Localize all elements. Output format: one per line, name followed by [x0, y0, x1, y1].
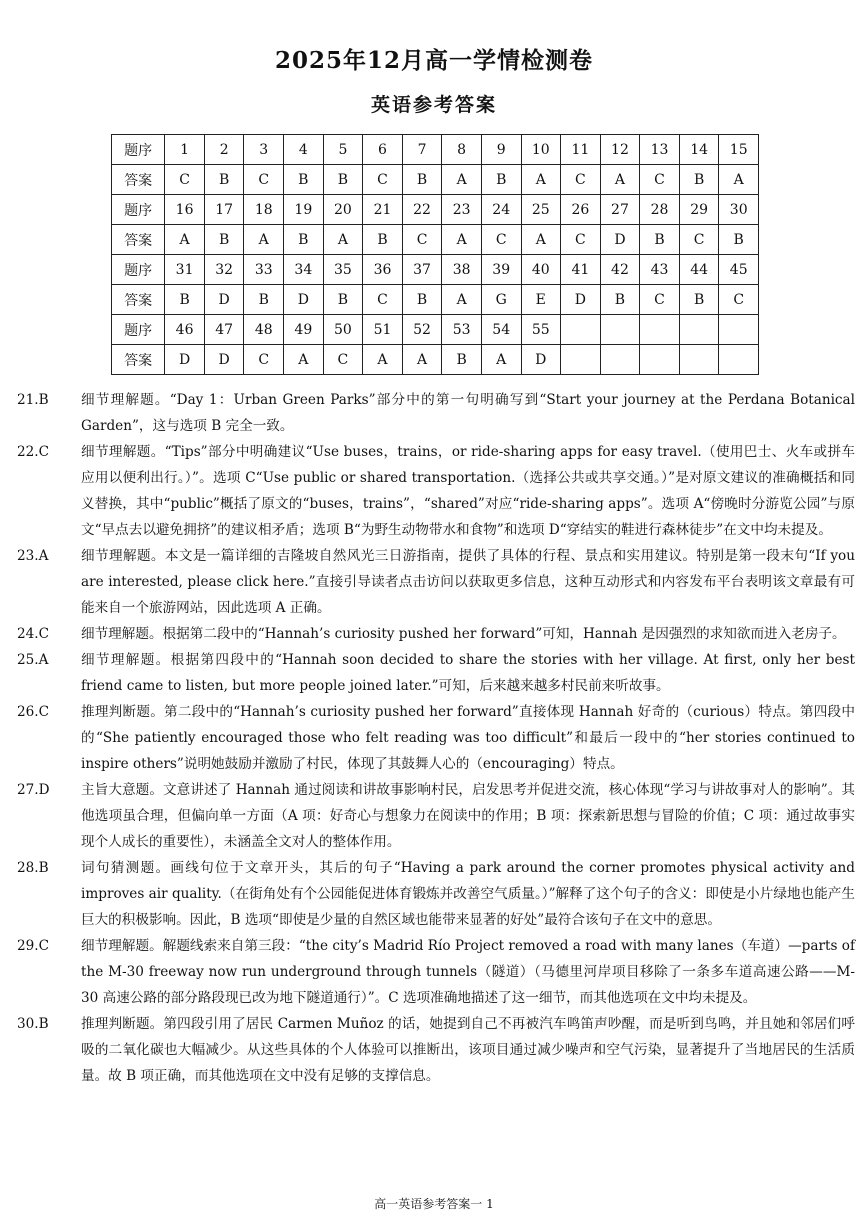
- question-number-cell: 35: [323, 255, 363, 285]
- answer-cell: B: [402, 165, 442, 195]
- row-label-answer: 答案: [112, 225, 165, 255]
- answer-cell: B: [679, 165, 719, 195]
- answer-cell: C: [561, 165, 601, 195]
- explanation-item: [17, 699, 855, 777]
- answer-cell: C: [719, 285, 759, 315]
- answer-cell: A: [442, 225, 482, 255]
- question-number-cell: 28: [640, 195, 680, 225]
- question-number-cell: 49: [284, 315, 324, 345]
- question-number-cell: 44: [679, 255, 719, 285]
- row-label-answer: 答案: [112, 165, 165, 195]
- question-number-cell: 17: [204, 195, 244, 225]
- explanation-item: [17, 543, 855, 621]
- explanation-item: [17, 1011, 855, 1089]
- question-number-cell: 20: [323, 195, 363, 225]
- answer-row: [112, 345, 759, 375]
- answer-cell: [600, 345, 640, 375]
- question-number-cell: 24: [481, 195, 521, 225]
- question-number-cell: 55: [521, 315, 561, 345]
- answer-cell: A: [244, 225, 284, 255]
- answer-cell: [640, 345, 680, 375]
- question-number-cell: 1: [165, 135, 205, 165]
- question-number-cell: 41: [561, 255, 601, 285]
- question-number-cell: 29: [679, 195, 719, 225]
- answer-cell: D: [521, 345, 561, 375]
- question-number-cell: 13: [640, 135, 680, 165]
- question-number-cell: 27: [600, 195, 640, 225]
- question-number-cell: 9: [481, 135, 521, 165]
- explanation-text: 词句猜测题。画线句位于文章开头，其后的句子“Having a park around the corner promotes physical activity and improves air quality.（在街角处有个公园能促进体育锻炼并改善空气质量。）”解释了这个句子的含义：即使是小片绿地也能产生巨大的积极影响。因此，B 选项“即使是少量的自然区域也能带来显著的好处”最符合该句子在文中的意思。: [81, 860, 855, 928]
- question-number-cell: 45: [719, 255, 759, 285]
- answer-row: [112, 285, 759, 315]
- question-number-cell: 31: [165, 255, 205, 285]
- answer-cell: C: [640, 285, 680, 315]
- answer-cell: B: [640, 225, 680, 255]
- question-number-cell: 36: [363, 255, 403, 285]
- explanation-number: 24.C: [17, 626, 50, 642]
- question-number-cell: [679, 315, 719, 345]
- answer-cell: B: [719, 225, 759, 255]
- explanation-text: 细节理解题。本文是一篇详细的吉隆坡自然风光三日游指南，提供了具体的行程、景点和实用建议。特别是第一段末句“If you are interested, please click here.”直接引导读者点击访问以获取更多信息，这种互动形式和内容发布平台表明该文章最有可能来自一个旅游网站，因此选项 A 正确。: [81, 548, 855, 616]
- question-number-cell: 43: [640, 255, 680, 285]
- question-number-cell: 18: [244, 195, 284, 225]
- answer-cell: B: [284, 225, 324, 255]
- answer-cell: C: [363, 285, 403, 315]
- answer-cell: C: [244, 345, 284, 375]
- answer-cell: C: [363, 165, 403, 195]
- question-number-cell: 48: [244, 315, 284, 345]
- explanation-number: 23.A: [17, 548, 49, 564]
- question-number-cell: [600, 315, 640, 345]
- question-number-cell: 2: [204, 135, 244, 165]
- answer-cell: [561, 345, 601, 375]
- question-number-cell: 37: [402, 255, 442, 285]
- explanation-text: 细节理解题。“Tips”部分中明确建议“Use buses，trains，or ride-sharing apps for easy travel.（使用巴士、火车或拼车应用以便利出行。）”。选项 C“Use public or shared transportation.（选择公共或共享交通。）”是对原文建议的准确概括和同义替换，其中“public”概括了原文的“buses，trains”，“shared”对应“ride-sharing apps”。选项 A“傍晚时分游览公园”与原文“早点去以避免拥挤”的建议相矛盾；选项 B“为野生动物带水和食物”和选项 D“穿结实的鞋进行森林徒步”在文中均未提及。: [81, 444, 855, 538]
- answer-cell: B: [244, 285, 284, 315]
- question-number-cell: [640, 315, 680, 345]
- answer-cell: B: [165, 285, 205, 315]
- explanation-text: 细节理解题。“Day 1：Urban Green Parks”部分中的第一句明确写到“Start your journey at the Perdana Botanical Garden”，这与选项 B 完全一致。: [81, 392, 855, 434]
- question-number-cell: 19: [284, 195, 324, 225]
- answer-cell: [679, 345, 719, 375]
- question-number-cell: 42: [600, 255, 640, 285]
- answer-cell: B: [402, 285, 442, 315]
- page-footer: 高一英语参考答案一 1: [374, 1197, 494, 1211]
- question-number-cell: 46: [165, 315, 205, 345]
- answer-cell: C: [323, 345, 363, 375]
- row-label-number: 题序: [112, 315, 165, 345]
- explanation-number: 25.A: [17, 652, 49, 668]
- answer-cell: C: [640, 165, 680, 195]
- explanation-number: 21.B: [17, 392, 49, 408]
- answer-cell: A: [363, 345, 403, 375]
- answer-cell: D: [165, 345, 205, 375]
- explanation-number: 22.C: [17, 444, 50, 460]
- explanation-number: 26.C: [17, 704, 50, 720]
- answer-cell: A: [442, 165, 482, 195]
- answer-table: [111, 134, 759, 375]
- answer-cell: D: [204, 345, 244, 375]
- question-number-cell: 25: [521, 195, 561, 225]
- question-number-cell: 16: [165, 195, 205, 225]
- row-label-number: 题序: [112, 195, 165, 225]
- answer-cell: D: [284, 285, 324, 315]
- question-number-cell: 32: [204, 255, 244, 285]
- explanation-text: 推理判断题。第四段引用了居民 Carmen Muñoz 的话，她提到自己不再被汽车鸣笛声吵醒，而是听到鸟鸣，并且她和邻居们呼吸的二氧化碳也大幅减少。从这些具体的个人体验可以推断出，该项目通过减少噪声和空气污染，显著提升了当地居民的生活质量。故 B 项正确，而其他选项在文中没有足够的支撑信息。: [81, 1016, 855, 1084]
- explanation-text: 细节理解题。根据第四段中的“Hannah soon decided to share the stories with her village. At first, only her best friend came to listen, but more people joined later.”可知，后来越来越多村民前来听故事。: [81, 652, 855, 694]
- question-number-row: [112, 195, 759, 225]
- answer-cell: C: [561, 225, 601, 255]
- explanation-item: [17, 439, 855, 543]
- answer-cell: A: [719, 165, 759, 195]
- question-number-cell: 39: [481, 255, 521, 285]
- explanation-text: 细节理解题。解题线索来自第三段：“the city’s Madrid Río Project removed a road with many lanes（车道）—parts of the M-30 freeway now run underground through tunnels（隧道）（马德里河岸项目移除了一条多车道高速公路——M-30 高速公路的部分路段现已改为地下隧道通行）”。C 选项准确地描述了这一细节，而其他选项在文中均未提及。: [81, 938, 855, 1006]
- answer-cell: D: [600, 225, 640, 255]
- question-number-cell: 6: [363, 135, 403, 165]
- answer-cell: B: [323, 285, 363, 315]
- answer-cell: A: [521, 225, 561, 255]
- question-number-row: [112, 135, 759, 165]
- answer-cell: C: [165, 165, 205, 195]
- row-label-number: 题序: [112, 135, 165, 165]
- answer-cell: B: [204, 165, 244, 195]
- question-number-cell: [719, 315, 759, 345]
- explanation-item: [17, 387, 855, 439]
- question-number-cell: 30: [719, 195, 759, 225]
- row-label-number: 题序: [112, 255, 165, 285]
- explanation-item: [17, 621, 855, 647]
- answer-cell: D: [561, 285, 601, 315]
- explanation-text: 推理判断题。第二段中的“Hannah’s curiosity pushed her forward”直接体现 Hannah 好奇的（curious）特点。第四段中的“She patiently encouraged those who felt reading was too difficult”和最后一段中的“her stories continued to inspire others”说明她鼓励并激励了村民，体现了其鼓舞人心的（encouraging）特点。: [81, 704, 855, 772]
- explanation-number: 28.B: [17, 860, 49, 876]
- question-number-cell: 3: [244, 135, 284, 165]
- answer-cell: A: [521, 165, 561, 195]
- explanation-text: 主旨大意题。文意讲述了 Hannah 通过阅读和讲故事影响村民，启发思考并促进交流，核心体现“学习与讲故事对人的影响”。其他选项虽合理，但偏向单一方面（A 项：好奇心与想象力在阅读中的作用；B 项：探索新思想与冒险的价值；C 项：通过故事实现个人成长的重要性），未涵盖全文对人的整体作用。: [81, 782, 855, 850]
- question-number-cell: 47: [204, 315, 244, 345]
- explanation-item: [17, 933, 855, 1011]
- answer-cell: C: [679, 225, 719, 255]
- answer-row: [112, 165, 759, 195]
- answer-row: [112, 225, 759, 255]
- question-number-cell: 14: [679, 135, 719, 165]
- question-number-cell: 11: [561, 135, 601, 165]
- explanation-item: [17, 647, 855, 699]
- page-subtitle: 英语参考答案: [370, 94, 497, 116]
- question-number-cell: 40: [521, 255, 561, 285]
- question-number-cell: [561, 315, 601, 345]
- answer-cell: B: [204, 225, 244, 255]
- question-number-cell: 33: [244, 255, 284, 285]
- explanation-text: 细节理解题。根据第二段中的“Hannah’s curiosity pushed her forward”可知，Hannah 是因强烈的求知欲而进入老房子。: [81, 626, 846, 642]
- answer-cell: B: [323, 165, 363, 195]
- question-number-cell: 34: [284, 255, 324, 285]
- answer-cell: C: [244, 165, 284, 195]
- question-number-cell: 5: [323, 135, 363, 165]
- question-number-row: [112, 315, 759, 345]
- question-number-cell: 10: [521, 135, 561, 165]
- explanation-item: [17, 777, 855, 855]
- explanation-number: 30.B: [17, 1016, 49, 1032]
- answer-cell: E: [521, 285, 561, 315]
- answer-cell: A: [165, 225, 205, 255]
- answer-cell: A: [402, 345, 442, 375]
- answer-cell: C: [402, 225, 442, 255]
- answer-cell: B: [442, 345, 482, 375]
- answer-cell: A: [442, 285, 482, 315]
- question-number-cell: 8: [442, 135, 482, 165]
- answer-cell: B: [481, 165, 521, 195]
- answer-cell: G: [481, 285, 521, 315]
- answer-cell: B: [600, 285, 640, 315]
- answer-cell: B: [679, 285, 719, 315]
- question-number-cell: 12: [600, 135, 640, 165]
- question-number-cell: 23: [442, 195, 482, 225]
- explanation-number: 29.C: [17, 938, 50, 954]
- explanation-item: [17, 855, 855, 933]
- answer-cell: B: [284, 165, 324, 195]
- question-number-cell: 52: [402, 315, 442, 345]
- explanations-list: [17, 387, 855, 1089]
- page-title: 2025年12月高一学情检测卷: [274, 47, 594, 74]
- question-number-cell: 4: [284, 135, 324, 165]
- answer-cell: D: [204, 285, 244, 315]
- answer-cell: A: [284, 345, 324, 375]
- question-number-cell: 15: [719, 135, 759, 165]
- explanation-number: 27.D: [17, 782, 50, 798]
- question-number-cell: 22: [402, 195, 442, 225]
- answer-cell: B: [363, 225, 403, 255]
- row-label-answer: 答案: [112, 285, 165, 315]
- question-number-cell: 7: [402, 135, 442, 165]
- question-number-cell: 21: [363, 195, 403, 225]
- answer-cell: C: [481, 225, 521, 255]
- question-number-row: [112, 255, 759, 285]
- answer-cell: A: [323, 225, 363, 255]
- question-number-cell: 38: [442, 255, 482, 285]
- question-number-cell: 50: [323, 315, 363, 345]
- answer-cell: [719, 345, 759, 375]
- answer-cell: A: [481, 345, 521, 375]
- question-number-cell: 26: [561, 195, 601, 225]
- row-label-answer: 答案: [112, 345, 165, 375]
- question-number-cell: 54: [481, 315, 521, 345]
- question-number-cell: 51: [363, 315, 403, 345]
- answer-cell: A: [600, 165, 640, 195]
- question-number-cell: 53: [442, 315, 482, 345]
